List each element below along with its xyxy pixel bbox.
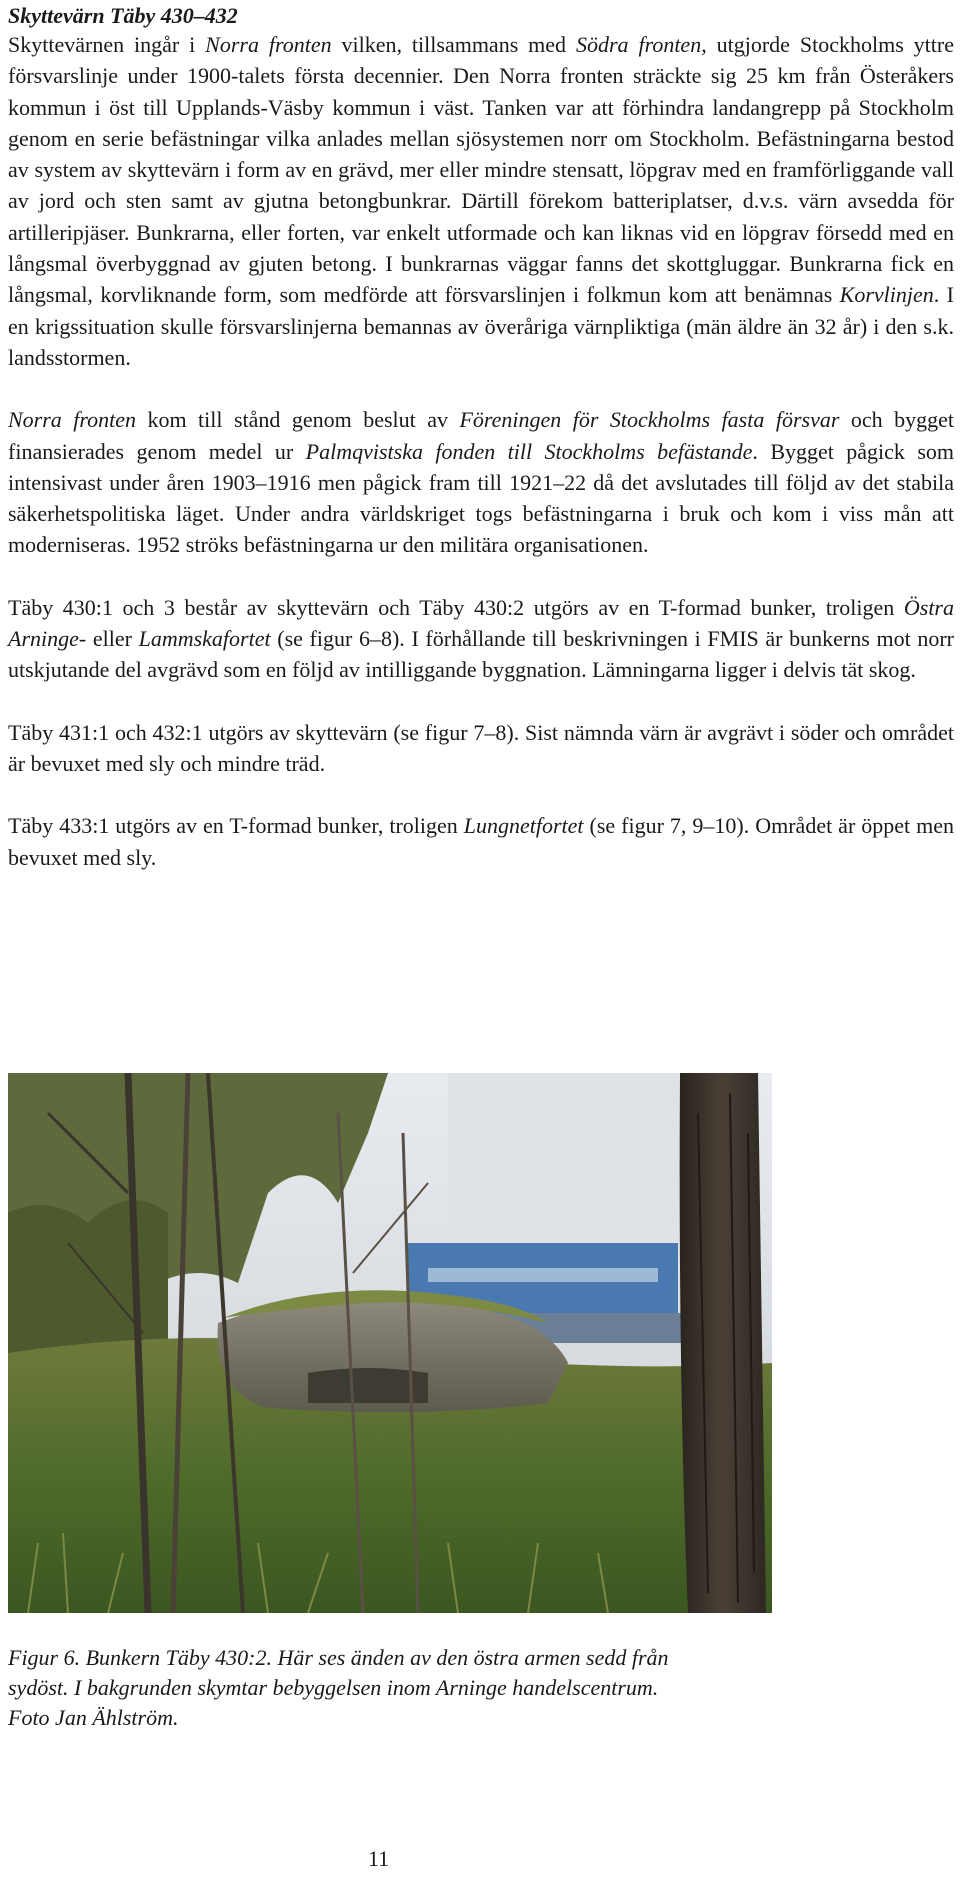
section-heading: Skyttevärn Täby 430–432 xyxy=(8,3,238,28)
body-paragraph: Norra fronten kom till stånd genom beslut av Föreningen för Stockholms fasta försvar och bygget finansierades genom medel ur Palmqvistska fonden till Stockholms befästande. Bygget pågick som intensivast under åren 1903–1916 men pågick fram till 1921–22 då det avslutades till följd av det stabila säkerhetspolitiska läget. Under andra världskriget togs befästningarna i bruk och kom i viss mån att moderniseras. 1952 ströks befästningarna ur den militära organisationen. xyxy=(8,407,954,558)
body-paragraph: Täby 430:1 och 3 består av skyttevärn och Täby 430:2 utgörs av en T-formad bunker, troligen Östra Arninge- eller Lammskafortet (se figur 6–8). I förhållande till beskrivningen i FMIS är bunkerns mot norr utskjutande del avgrävd som en följd av intilliggande byggnation. Lämningarna ligger i delvis tät skog. xyxy=(8,594,954,683)
italic-term: Lammskafortet xyxy=(138,626,271,652)
figure-caption xyxy=(8,1643,808,1733)
caption-line: Figur 6. Bunkern Täby 430:2. Här ses änden av den östra armen sedd från xyxy=(8,1645,669,1670)
body-paragraph: Täby 431:1 och 432:1 utgörs av skyttevärn (se figur 7–8). Sist nämnda värn är avgrävt i söder och området är bevuxet med sly och mindre träd. xyxy=(8,719,954,776)
italic-term: Palmqvistska fonden till Stockholms befästande xyxy=(305,438,753,464)
italic-term: Norra fronten xyxy=(8,407,136,433)
page-number: 11 xyxy=(368,1846,390,1871)
document-page xyxy=(8,0,955,1871)
caption-line: sydöst. I bakgrunden skymtar bebyggelsen inom Arninge handelscentrum. xyxy=(8,1675,659,1700)
caption-line: Foto Jan Ählström. xyxy=(8,1705,179,1730)
italic-term: Föreningen för Stockholms fasta försvar xyxy=(459,407,840,433)
italic-term: Lungnetfortet xyxy=(463,813,584,839)
figure-photo-bunker xyxy=(8,1073,772,1613)
italic-term: Norra fronten xyxy=(205,32,332,57)
italic-term: Södra fronten xyxy=(575,32,702,57)
italic-term: Östra Arninge- xyxy=(8,594,954,652)
body-paragraph: Täby 433:1 utgörs av en T-formad bunker, troligen Lungnetfortet (se figur 7, 9–10). Området är öppet men bevuxet med sly. xyxy=(8,813,955,870)
italic-term: Korvlinjen xyxy=(839,282,934,308)
body-paragraph: Skyttevärnen ingår i Norra fronten vilken, tillsammans med Södra fronten, utgjorde Stockholms yttre försvarslinje under 1900-talets första decennier. Den Norra fronten sträckte sig 25 km från Österåkers kommun i öst till Upplands-Väsby kommun i väst. Tanken var att förhindra landangrepp på Stockholm genom en serie befästningar vilka anlades mellan sjösystemen norr om Stockholm. Befästningarna bestod av system av skyttevärn i form av en grävd, mer eller mindre stensatt, löpgrav med en framförliggande vall av jord och sten samt av gjutna betongbunkrar. Därtill förekom batteriplatser, d.v.s. värn avsedda för artilleripjäser. Bunkrarna, eller forten, var enkelt utformade och kan liknas vid en löpgrav försedd med en långsmal överbyggnad av gjuten betong. I bunkrarnas väggar fanns det skottgluggar. Bunkrarna fick en långsmal, korvliknande form, som medförde att försvarslinjen i folkmun kom att benämnas Korvlinjen. I en krigssituation skulle försvarslinjerna bemannas av överåriga värnpliktiga (män äldre än 32 år) i den s.k. landsstormen. xyxy=(8,32,955,370)
